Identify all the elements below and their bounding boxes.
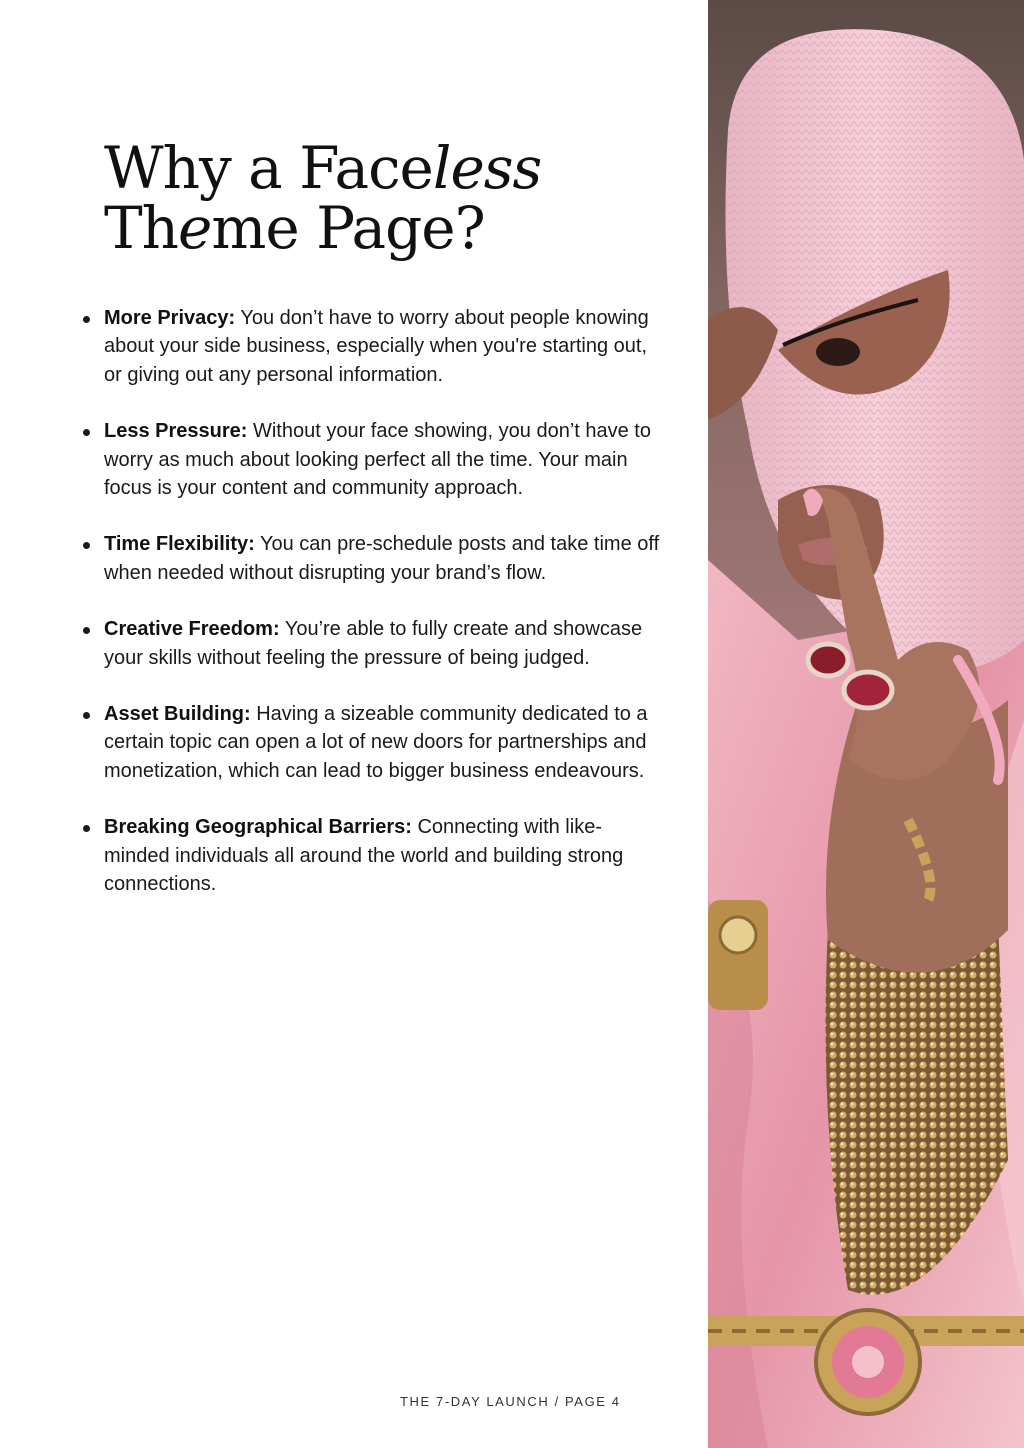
page-footer: THE 7-DAY LAUNCH / PAGE 4 <box>400 1394 621 1409</box>
benefit-item-geographical-barriers <box>80 813 660 898</box>
bullet-icon <box>83 825 90 832</box>
benefit-label: More Privacy: <box>104 307 236 329</box>
benefit-text: You don’t have to worry about people knowing about your side business, especially when you're starting out, or giving out any personal information. <box>104 307 649 386</box>
photo-illustration <box>708 0 1024 1448</box>
benefit-item-privacy <box>80 304 660 389</box>
benefit-label: Creative Freedom: <box>104 618 280 641</box>
benefit-item-time-flexibility <box>80 530 660 587</box>
benefit-item-creative-freedom <box>80 615 660 672</box>
bullet-icon <box>83 429 90 436</box>
title-italic-text: e <box>178 194 212 262</box>
masked-woman-photo <box>708 0 1024 1448</box>
benefit-label: Less Pressure: <box>104 420 248 443</box>
title-text: me Page? <box>211 194 485 262</box>
benefits-list <box>80 304 660 927</box>
benefit-text: Connecting with like-minded individuals all around the world and building strong connections. <box>104 816 624 896</box>
title-text: Th <box>104 194 179 262</box>
benefit-text: Without your face showing, you don’t have to worry as much about looking perfect all the time. Your main focus is your content and community approach. <box>104 420 651 500</box>
benefit-label: Breaking Geographical Barriers: <box>104 816 412 839</box>
benefit-text: You’re able to fully create and showcase your skills without feeling the pressure of being judged. <box>104 618 643 669</box>
bullet-icon <box>83 627 90 634</box>
title-line-2 <box>104 194 541 262</box>
bullet-icon <box>83 712 90 719</box>
page-title <box>104 134 542 262</box>
bullet-icon <box>83 542 90 549</box>
bullet-icon <box>83 316 90 323</box>
title-italic-text: less <box>432 134 542 202</box>
benefit-label: Time Flexibility: <box>104 533 255 556</box>
benefit-text: You can pre-schedule posts and take time off when needed without disrupting your brand’s flow. <box>104 533 660 584</box>
benefit-item-pressure <box>80 417 660 502</box>
title-line-1 <box>104 134 542 202</box>
benefit-text: Having a sizeable community dedicated to a certain topic can open a lot of new doors for partnerships and monetization, which can lead to bigger business endeavours. <box>104 703 648 782</box>
benefit-item-asset-building <box>80 700 660 785</box>
title-text: Why a Face <box>104 134 433 202</box>
benefit-label: Asset Building: <box>104 703 251 726</box>
